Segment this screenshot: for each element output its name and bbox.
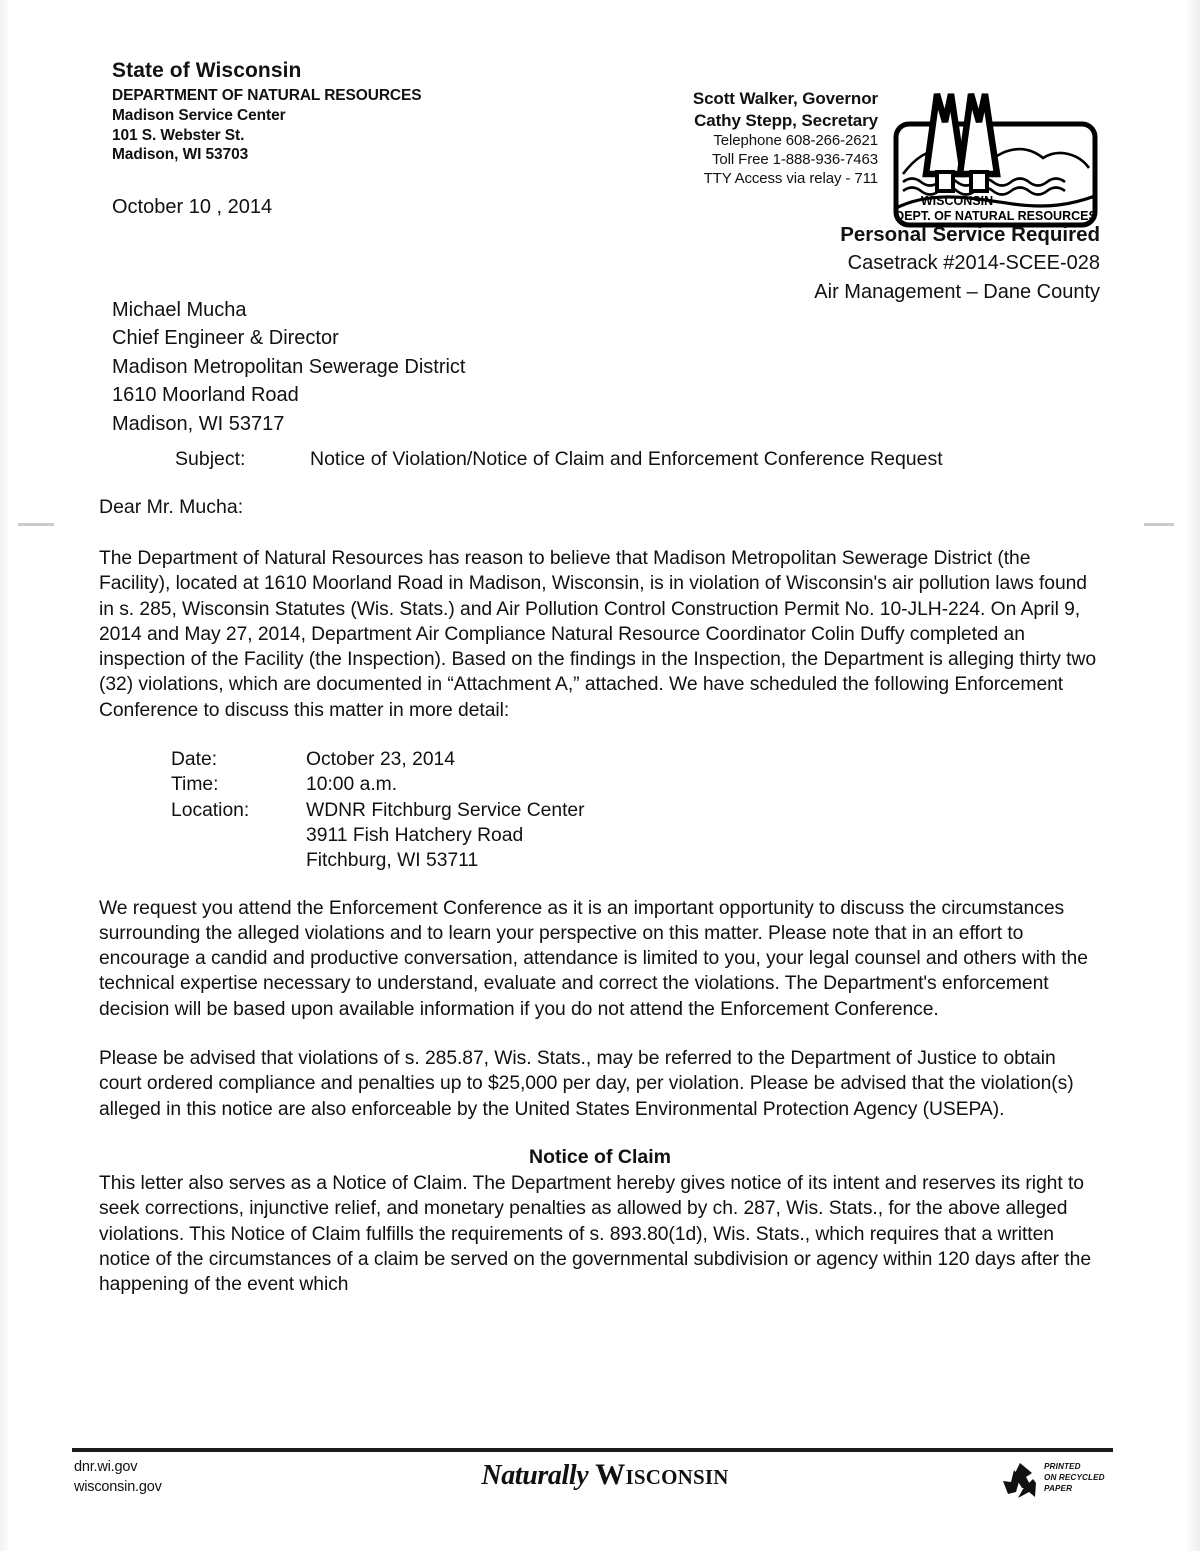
brand-naturally-text: Naturally <box>481 1460 589 1491</box>
recipient-address-block <box>112 296 466 438</box>
recipient-title: Chief Engineer & Director <box>112 327 339 350</box>
salutation: Dear Mr. Mucha: <box>99 496 244 518</box>
scan-artifact-mark-left <box>18 523 54 526</box>
meeting-date-row <box>171 747 1101 772</box>
paragraph-notice-of-claim: This letter also serves as a Notice of Claim. The Department hereby gives notice of its intent and reserves its right to seek corrections, injunctive relief, and monetary penalties as allowed by ch. 287, Wis. Stats., for the above alleged violations. This Notice of Claim fulfills the requirements of s. 893.80(1d), Wis. Stats., which requires that a written notice of the circumstances of a claim be served on the governmental subdivision or agency within 120 days after the happening of the event which <box>99 1172 1092 1296</box>
logo-wisconsin-text: WISCONSIN <box>920 194 994 208</box>
meeting-location-line-1: WDNR Fitchburg Service Center <box>306 799 585 821</box>
paragraph-attendance-request: We request you attend the Enforcement Conference as it is an important opportunity to discuss the circumstances surrounding the alleged violations and to learn your perspective on this matter. Please note that in an effort to encourage a candid and productive conversation, attendance is limited to you, your legal counsel and others with the technical expertise necessary to understand, evaluate and correct the violations. The Department's enforcement decision will be based upon available information if you do not attend the Enforcement Conference. <box>99 897 1088 1020</box>
governor-name: Scott Walker, Governor <box>692 89 878 108</box>
recycled-line-2: ON RECYCLED <box>1044 1473 1105 1483</box>
toll-free-line: Toll Free 1-888-936-7463 <box>711 151 878 169</box>
personal-service-required-title: Personal Service Required <box>840 223 1100 246</box>
recycled-line-3: PAPER <box>1044 1484 1073 1494</box>
brand-wisconsin-text: Wisconsin <box>595 1458 729 1491</box>
letter-body <box>99 546 1101 1297</box>
recipient-city-state-zip: Madison, WI 53717 <box>112 412 285 435</box>
meeting-time-label: Time: <box>171 774 219 796</box>
program-county: Air Management – Dane County <box>814 280 1100 303</box>
footer-divider <box>72 1448 1113 1452</box>
agency-state-line: State of Wisconsin <box>112 59 302 82</box>
meeting-location-line-3: Fitchburg, WI 53711 <box>306 850 479 872</box>
agency-office: Madison Service Center <box>112 106 286 124</box>
casetrack-number: Casetrack #2014-SCEE-028 <box>847 252 1100 275</box>
officials-contact-block <box>460 88 878 188</box>
recipient-name: Michael Mucha <box>112 299 247 321</box>
paragraph-penalties-advisory: Please be advised that violations of s. 285.87, Wis. Stats., may be referred to the Department of Justice to obtain court ordered compliance and penalties up to $25,000 per day, per violation. Please be advised that the violation(s) alleged in this notice are also enforceable by the United States Environmental Protection Agency (USEPA). <box>99 1048 1074 1120</box>
notice-of-claim-heading: Notice of Claim <box>529 1145 671 1168</box>
agency-address-block <box>112 58 422 165</box>
footer-url-wisconsin: wisconsin.gov <box>74 1478 162 1495</box>
meeting-location-line-2: 3911 Fish Hatchery Road <box>306 824 524 846</box>
agency-street: 101 S. Webster St. <box>112 126 245 144</box>
personal-service-block <box>814 220 1100 306</box>
agency-city-state-zip: Madison, WI 53703 <box>112 146 249 164</box>
recycled-paper-label <box>1044 1461 1105 1494</box>
subject-label: Subject: <box>175 448 246 470</box>
subject-row <box>175 448 1135 471</box>
wisconsin-dnr-logo-icon <box>893 86 1098 228</box>
tty-line: TTY Access via relay - 711 <box>703 170 878 188</box>
subject-text: Notice of Violation/Notice of Claim and Enforcement Conference Request <box>310 448 943 470</box>
paragraph-violation-summary: The Department of Natural Resources has reason to believe that Madison Metropolitan Sewerage District (the Facility), located at 1610 Moorland Road in Madison, Wisconsin, is in violation of Wisconsin's air pollution laws found in s. 285, Wisconsin Statutes (Wis. Stats.) and Air Pollution Control Construction Permit No. 10-JLH-224. On April 9, 2014 and May 27, 2014, Department Air Compliance Natural Resource Coordinator Colin Duffy completed an inspection of the Facility (the Inspection). Based on the findings in the Inspection, the Department is alleging thirty two (32) violations, which are documented in “Attachment A,” attached. We have scheduled the following Enforcement Conference to discuss this matter in more detail: <box>99 548 1097 721</box>
telephone-line: Telephone 608-266-2621 <box>713 132 878 150</box>
logo-department-text: DEPT. OF NATURAL RESOURCES <box>895 209 1097 223</box>
recycled-line-1: PRINTED <box>1044 1462 1081 1471</box>
scan-artifact-mark-right <box>1144 523 1174 526</box>
recipient-street: 1610 Moorland Road <box>112 384 299 407</box>
footer-url-dnr: dnr.wi.gov <box>74 1459 138 1475</box>
meeting-spacer-1 <box>171 823 306 848</box>
meeting-time-value: 10:00 a.m. <box>306 774 398 796</box>
agency-department: DEPARTMENT OF NATURAL RESOURCES <box>112 86 422 104</box>
naturally-wisconsin-brand <box>440 1458 770 1492</box>
scan-edge-left <box>0 0 10 1551</box>
letter-date: October 10 , 2014 <box>112 196 273 218</box>
meeting-location-row <box>171 798 1101 823</box>
scan-edge-right <box>1186 0 1200 1551</box>
meeting-date-value: October 23, 2014 <box>306 749 455 771</box>
meeting-location-row-2 <box>171 823 1101 848</box>
meeting-date-label: Date: <box>171 749 218 771</box>
meeting-spacer-2 <box>171 848 306 873</box>
footer-urls <box>74 1458 162 1497</box>
meeting-location-row-3 <box>171 848 1101 873</box>
meeting-location-label: Location: <box>171 799 250 821</box>
recipient-organization: Madison Metropolitan Sewerage District <box>112 355 466 378</box>
meeting-time-row <box>171 772 1101 797</box>
secretary-name: Cathy Stepp, Secretary <box>694 110 878 130</box>
enforcement-conference-details <box>99 747 1101 873</box>
